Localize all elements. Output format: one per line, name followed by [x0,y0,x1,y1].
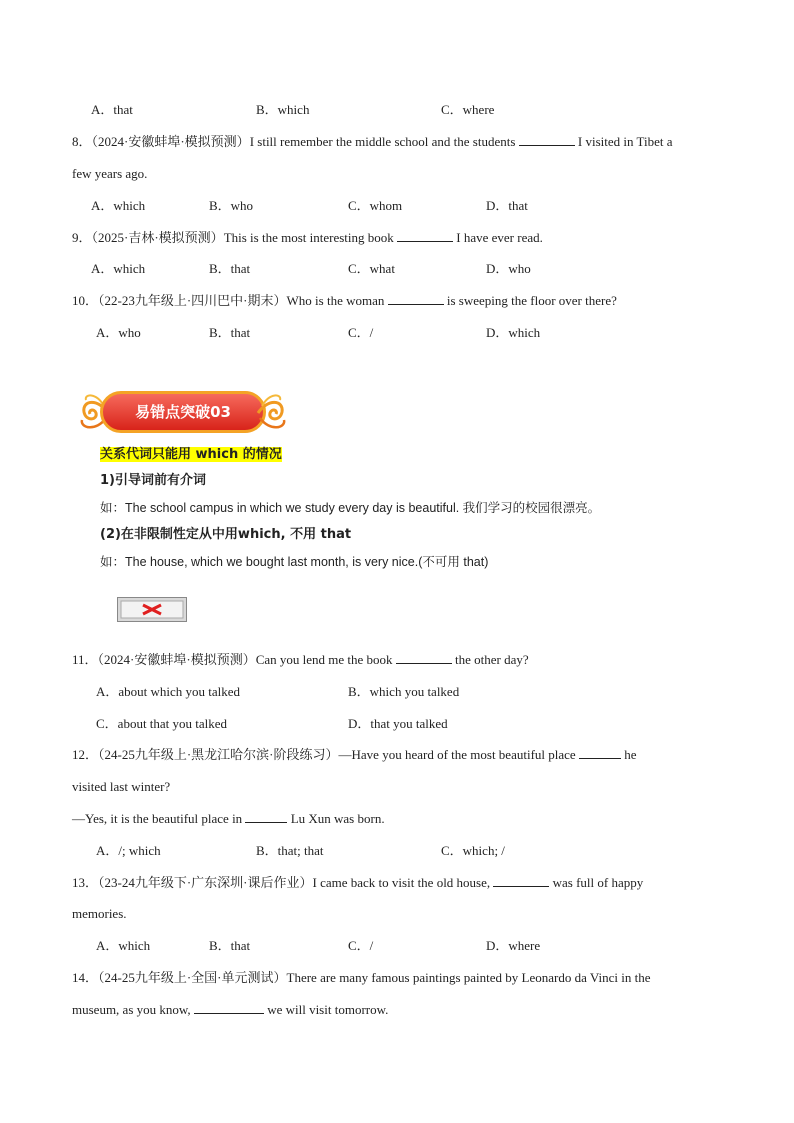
q11-options-row2 [0,716,794,732]
q12-blank-1[interactable] [579,747,621,759]
q10-text-before: Who is the woman [286,293,388,308]
q9-text-before: This is the most interesting book [223,230,398,245]
q13-blank[interactable] [493,875,549,887]
q12-line3-before: —Yes, it is the beautiful place in [72,811,246,826]
q12-option-b[interactable]: B．that; that [256,843,324,858]
q11-source: （2024·安徽蚌埠·模拟预测） [97,652,256,667]
q12-stem-line2: visited last winter? [72,779,171,794]
q9-blank[interactable] [397,230,453,242]
q13-stem [72,875,643,891]
q8-source: （2024·安徽蚌埠·模拟预测） [91,134,250,149]
q9-text-after: I have ever read. [453,230,543,245]
q11-number: 11． [72,652,98,667]
q12-text-before: —Have you heard of the most beautiful place [338,747,579,762]
q8-text-after: I visited in Tibet a [574,134,673,149]
q13-source: （23-24九年级下·广东深圳·课后作业） [98,875,313,890]
q10-text-after: is sweeping the floor over there? [443,293,617,308]
q10-number: 10． [72,293,99,308]
q10-options [0,325,794,341]
q13-number: 13． [72,875,99,890]
q8-option-a[interactable]: A．which [91,198,146,213]
example-1: 如：The school campus in which we study every day is beautiful. 我们学习的校园很漂亮。 [100,501,601,515]
rule-1: 1)引导词前有介词 [100,473,206,488]
q9-options [0,261,794,277]
q9-option-a[interactable]: A．which [91,261,146,276]
q12-line3-after: Lu Xun was born. [287,811,385,826]
q12-option-a[interactable]: A．/; which [96,843,161,858]
q8-blank[interactable] [519,134,575,146]
q11-text-after: the other day? [451,652,529,667]
q10-option-d[interactable]: D．which [486,325,541,340]
q9-source: （2025·吉林·模拟预测） [91,230,224,245]
section-title [100,446,282,463]
q8-text-before: I still remember the middle school and the students [249,134,519,149]
q7-option-c[interactable]: C．where [441,102,495,117]
q11-option-a[interactable]: A．about which you talked [96,684,241,699]
q8-stem [72,134,673,150]
q14-stem [72,970,650,986]
q11-option-c[interactable]: C．about that you talked [96,716,228,731]
q14-line2-after: we will visit tomorrow. [263,1002,389,1017]
q8-stem-line2: few years ago. [72,166,148,181]
banner-title: 易错点突破03 [135,403,231,421]
q14-line2-before: museum, as you know, [72,1002,194,1017]
q13-option-d[interactable]: D．where [486,938,541,953]
q7-option-a[interactable]: A．that [91,102,133,117]
q9-option-b[interactable]: B．that [209,261,251,276]
section-banner [78,388,288,440]
q13-stem-line2: memories. [72,906,127,921]
q8-option-b[interactable]: B．who [209,198,254,213]
q12-options [0,843,794,859]
q7-options [0,102,794,118]
q9-number: 9． [72,230,92,245]
q9-option-d[interactable]: D．who [486,261,531,276]
q14-number: 14． [72,970,99,985]
q14-stem-line2 [72,1002,388,1018]
q9-stem [72,230,543,246]
q11-option-b[interactable]: B．which you talked [348,684,460,699]
q12-option-c[interactable]: C．which; / [441,843,505,858]
q10-stem [72,293,617,309]
q12-stem-line3 [72,811,385,827]
q7-option-b[interactable]: B．which [256,102,310,117]
q8-option-c[interactable]: C．whom [348,198,403,213]
q12-stem [72,747,636,763]
q11-option-d[interactable]: D．that you talked [348,716,448,731]
q12-source: （24-25九年级上·黑龙江哈尔滨·阶段练习） [98,747,339,762]
broken-image-icon [117,597,187,622]
q13-options [0,938,794,954]
q14-text-before: There are many famous paintings painted by Leonardo da Vinci in the [286,970,651,985]
q12-blank-2[interactable] [245,811,287,823]
q10-option-c[interactable]: C．/ [348,325,374,340]
q12-number: 12． [72,747,99,762]
q10-option-a[interactable]: A．who [96,325,141,340]
q13-text-after: was full of happy [549,875,644,890]
q14-blank[interactable] [194,1002,264,1014]
q11-blank[interactable] [396,652,452,664]
q13-option-c[interactable]: C．/ [348,938,374,953]
q8-options [0,198,794,214]
q11-text-before: Can you lend me the book [255,652,396,667]
q10-blank[interactable] [388,293,444,305]
banner-right-swirl-icon [254,388,288,438]
q10-option-b[interactable]: B．that [209,325,251,340]
q8-number: 8． [72,134,92,149]
rule-2: (2)在非限制性定从中用which, 不用 that [100,527,352,542]
q8-option-d[interactable]: D．that [486,198,528,213]
q11-options-row1 [0,684,794,700]
example-2: 如：The house, which we bought last month, is very nice.(不可用 that) [100,555,489,569]
section-title-text: 关系代词只能用 which 的情况 [100,447,282,462]
q13-option-b[interactable]: B．that [209,938,251,953]
q14-source: （24-25九年级上·全国·单元测试） [98,970,287,985]
q13-option-a[interactable]: A．which [96,938,151,953]
q12-text-after: he [620,747,637,762]
q10-source: （22-23九年级上·四川巴中·期末） [98,293,287,308]
q9-option-c[interactable]: C．what [348,261,395,276]
q11-stem [72,652,529,668]
q13-text-before: I came back to visit the old house, [312,875,494,890]
